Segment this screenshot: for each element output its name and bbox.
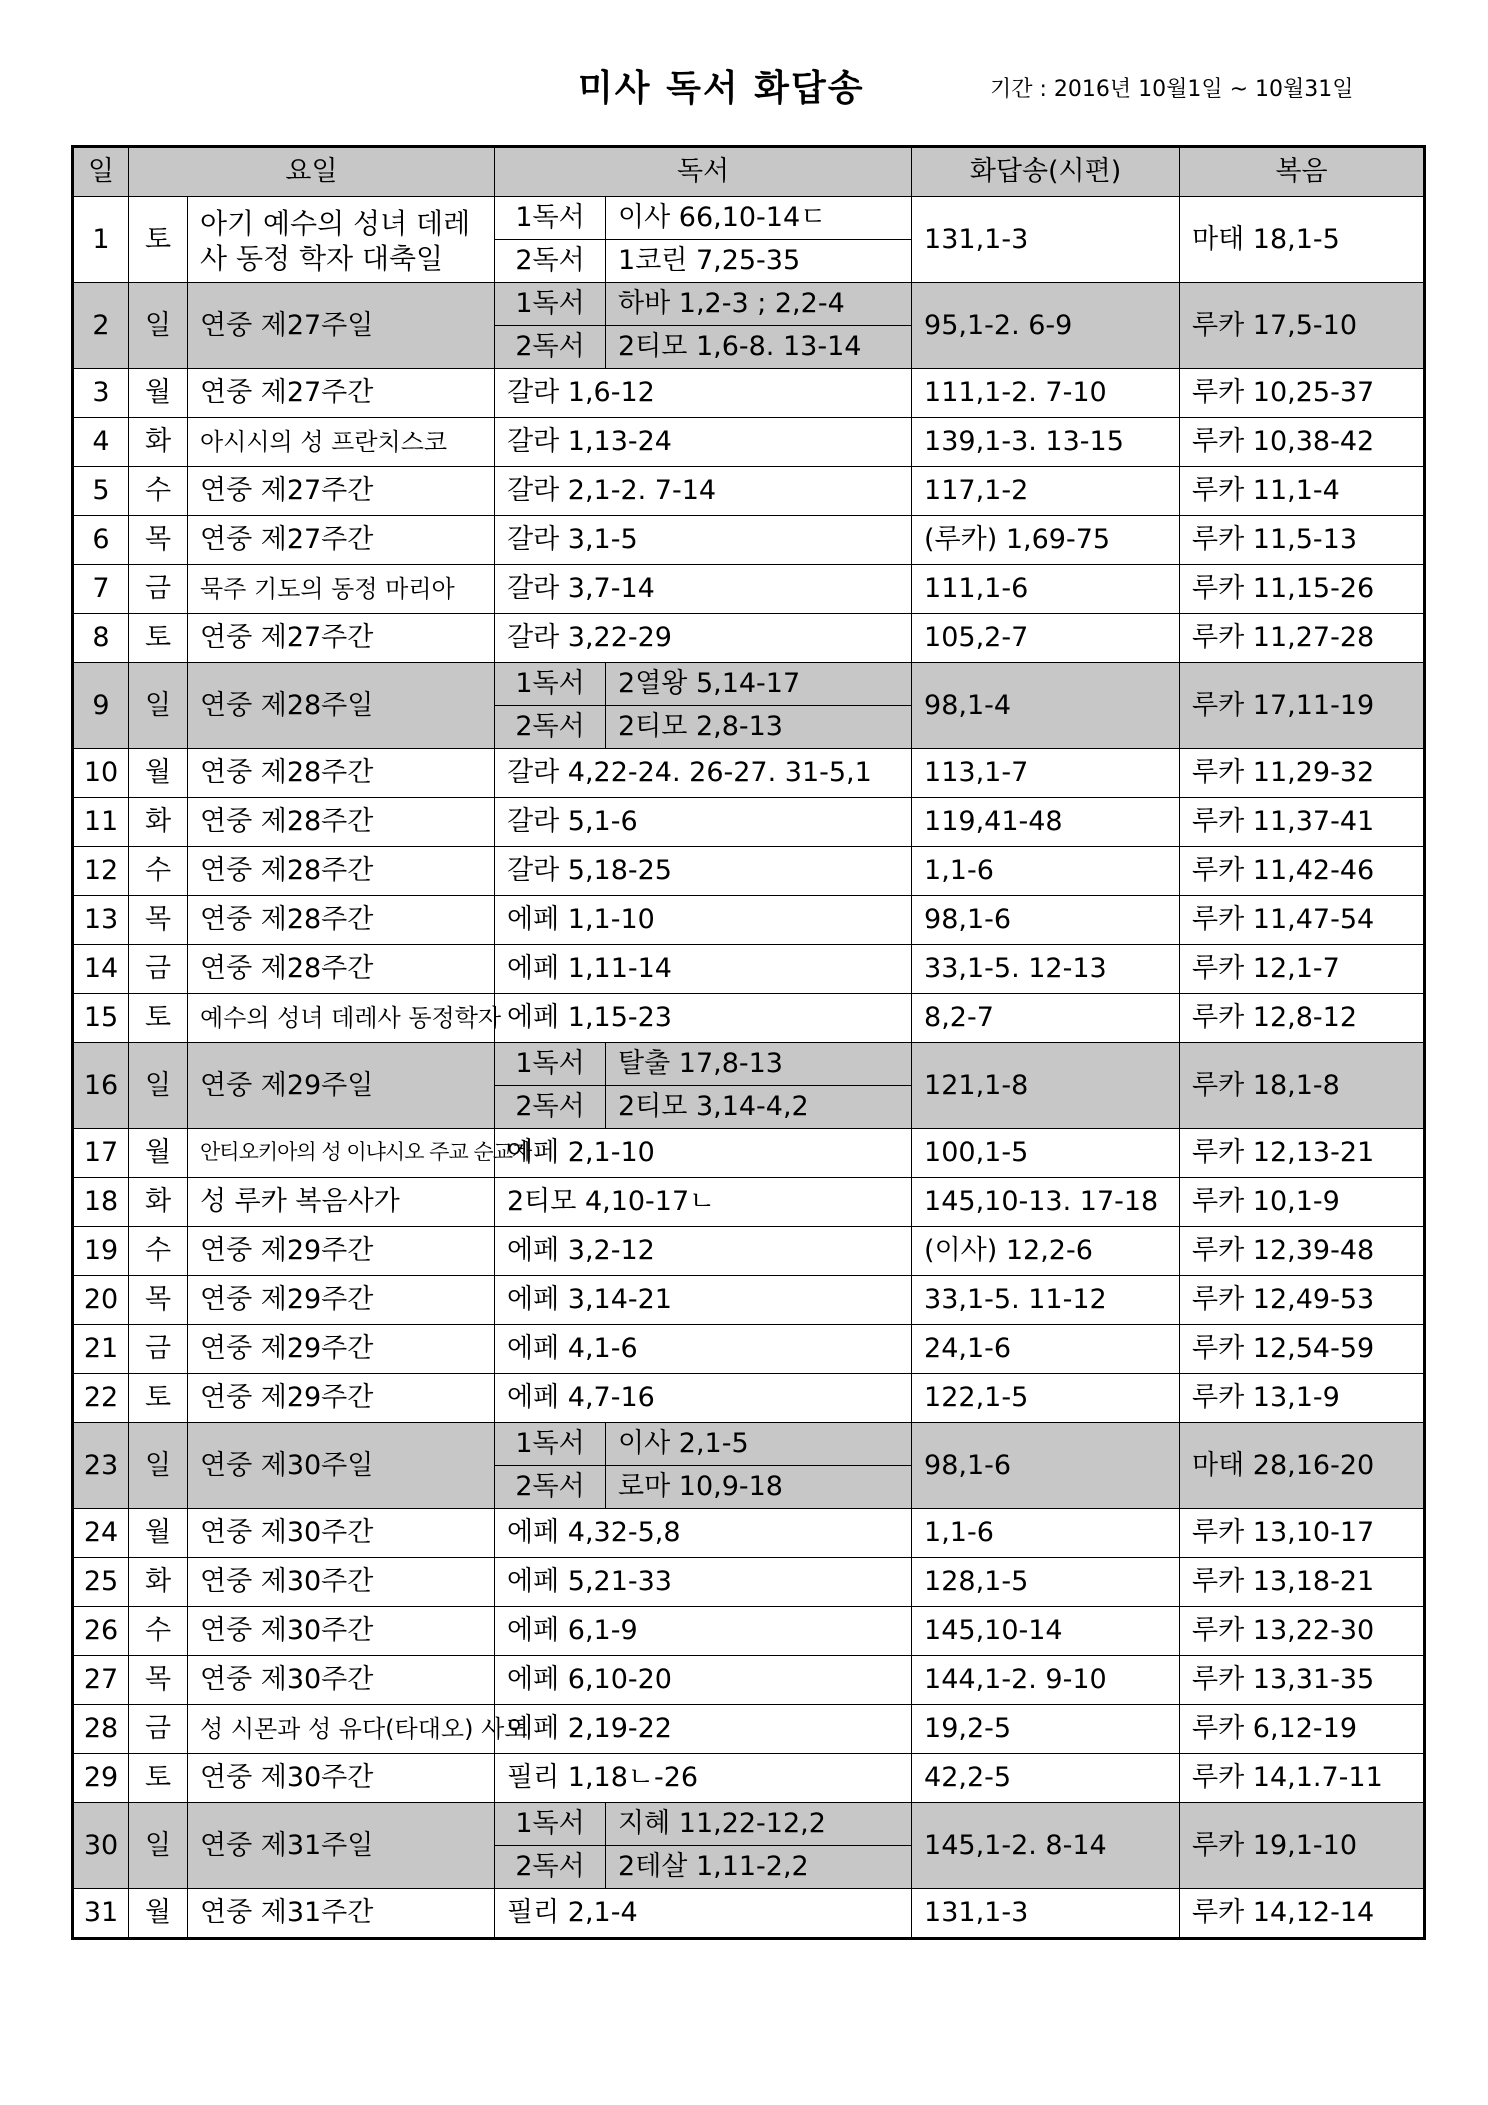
table-row [73,896,1425,945]
weekday-cell: 금 [129,1705,188,1754]
title-cell: 연중 제29주간 [188,1276,495,1325]
table-row [73,1043,1425,1086]
reading-cell: 갈라 1,6-12 [495,369,912,418]
day-cell: 31 [73,1889,129,1939]
reading-cell: 에페 3,2-12 [495,1227,912,1276]
psalm-cell: (루카) 1,69-75 [912,516,1180,565]
weekday-cell: 월 [129,1889,188,1939]
table-row [73,1276,1425,1325]
table-row [73,1227,1425,1276]
table-header-row [73,147,1425,197]
day-cell: 8 [73,614,129,663]
table-row [73,798,1425,847]
gospel-cell: 루카 10,38-42 [1180,418,1425,467]
reading-cell: 갈라 5,1-6 [495,798,912,847]
weekday-cell: 목 [129,516,188,565]
title-cell: 연중 제27주간 [188,369,495,418]
gospel-cell: 루카 11,42-46 [1180,847,1425,896]
day-cell: 14 [73,945,129,994]
day-cell: 26 [73,1607,129,1656]
day-cell: 25 [73,1558,129,1607]
psalm-cell: 145,1-2. 8-14 [912,1803,1180,1889]
title-cell: 연중 제31주일 [188,1803,495,1889]
reading-label-cell: 2독서 [495,326,606,369]
gospel-cell: 마태 28,16-20 [1180,1423,1425,1509]
gospel-cell: 루카 12,49-53 [1180,1276,1425,1325]
weekday-cell: 토 [129,994,188,1043]
table-row [73,749,1425,798]
title-cell: 연중 제28주간 [188,749,495,798]
reading-ref-cell: 이사 2,1-5 [606,1423,912,1466]
psalm-cell: 24,1-6 [912,1325,1180,1374]
title-cell: 연중 제27주간 [188,516,495,565]
period-label: 기간 : 2016년 10월1일 ~ 10월31일 [990,77,1354,102]
day-cell: 21 [73,1325,129,1374]
day-cell: 16 [73,1043,129,1129]
table-row [73,945,1425,994]
table-row [73,467,1425,516]
weekday-cell: 화 [129,1178,188,1227]
gospel-cell: 루카 14,1.7-11 [1180,1754,1425,1803]
gospel-cell: 루카 19,1-10 [1180,1803,1425,1889]
table-body [73,197,1425,1939]
title-cell: 연중 제30주간 [188,1754,495,1803]
table-row [73,1754,1425,1803]
weekday-cell: 월 [129,369,188,418]
title-cell: 연중 제28주간 [188,798,495,847]
col-header-day: 일 [73,147,129,197]
table-row [73,283,1425,326]
psalm-cell: 131,1-3 [912,1889,1180,1939]
reading-cell: 필리 2,1-4 [495,1889,912,1939]
weekday-cell: 토 [129,1374,188,1423]
title-cell: 성 루카 복음사가 [188,1178,495,1227]
reading-cell: 에페 4,7-16 [495,1374,912,1423]
psalm-cell: 145,10-14 [912,1607,1180,1656]
gospel-cell: 루카 13,31-35 [1180,1656,1425,1705]
schedule-table [71,145,1426,1940]
weekday-cell: 화 [129,418,188,467]
reading-ref-cell: 2티모 2,8-13 [606,706,912,749]
gospel-cell: 루카 12,8-12 [1180,994,1425,1043]
reading-cell: 에페 1,1-10 [495,896,912,945]
reading-cell: 에페 6,10-20 [495,1656,912,1705]
day-cell: 6 [73,516,129,565]
title-cell: 성 시몬과 성 유다(타대오) 사도 [188,1705,495,1754]
title-cell: 연중 제29주일 [188,1043,495,1129]
psalm-cell: 98,1-6 [912,1423,1180,1509]
psalm-cell: 117,1-2 [912,467,1180,516]
reading-cell: 에페 6,1-9 [495,1607,912,1656]
gospel-cell: 루카 12,1-7 [1180,945,1425,994]
title-cell: 연중 제30주간 [188,1558,495,1607]
reading-cell: 필리 1,18ㄴ-26 [495,1754,912,1803]
weekday-cell: 화 [129,1558,188,1607]
reading-label-cell: 1독서 [495,283,606,326]
psalm-cell: 111,1-2. 7-10 [912,369,1180,418]
reading-ref-cell: 2티모 3,14-4,2 [606,1086,912,1129]
reading-label-cell: 1독서 [495,1423,606,1466]
psalm-cell: 139,1-3. 13-15 [912,418,1180,467]
table-row [73,1509,1425,1558]
reading-ref-cell: 로마 10,9-18 [606,1466,912,1509]
psalm-cell: 98,1-6 [912,896,1180,945]
table-row [73,663,1425,706]
col-header-reading: 독서 [495,147,912,197]
reading-label-cell: 1독서 [495,1803,606,1846]
psalm-cell: 42,2-5 [912,1754,1180,1803]
table-row [73,197,1425,240]
gospel-cell: 루카 11,15-26 [1180,565,1425,614]
gospel-cell: 루카 13,18-21 [1180,1558,1425,1607]
title-cell: 연중 제29주간 [188,1227,495,1276]
title-cell: 예수의 성녀 데레사 동정학자 [188,994,495,1043]
psalm-cell: 100,1-5 [912,1129,1180,1178]
gospel-cell: 루카 13,10-17 [1180,1509,1425,1558]
reading-label-cell: 2독서 [495,1466,606,1509]
day-cell: 1 [73,197,129,283]
table-row [73,1705,1425,1754]
weekday-cell: 금 [129,945,188,994]
day-cell: 12 [73,847,129,896]
title-cell: 아기 예수의 성녀 데레사 동정 학자 대축일 [188,197,495,283]
page-title: 미사 독서 화답송 [578,68,865,109]
gospel-cell: 루카 10,1-9 [1180,1178,1425,1227]
reading-label-cell: 1독서 [495,197,606,240]
psalm-cell: 95,1-2. 6-9 [912,283,1180,369]
weekday-cell: 수 [129,467,188,516]
reading-label-cell: 2독서 [495,1846,606,1889]
day-cell: 11 [73,798,129,847]
psalm-cell: 113,1-7 [912,749,1180,798]
gospel-cell: 루카 11,29-32 [1180,749,1425,798]
day-cell: 2 [73,283,129,369]
reading-cell: 갈라 4,22-24. 26-27. 31-5,1 [495,749,912,798]
table-row [73,1423,1425,1466]
reading-cell: 갈라 3,22-29 [495,614,912,663]
gospel-cell: 루카 11,37-41 [1180,798,1425,847]
table-row [73,418,1425,467]
title-cell: 연중 제30주간 [188,1607,495,1656]
psalm-cell: 128,1-5 [912,1558,1180,1607]
table-row [73,1803,1425,1846]
title-cell: 연중 제29주간 [188,1325,495,1374]
psalm-cell: 119,41-48 [912,798,1180,847]
weekday-cell: 목 [129,1656,188,1705]
psalm-cell: 144,1-2. 9-10 [912,1656,1180,1705]
weekday-cell: 일 [129,1043,188,1129]
psalm-cell: 1,1-6 [912,847,1180,896]
gospel-cell: 루카 18,1-8 [1180,1043,1425,1129]
reading-cell: 갈라 3,7-14 [495,565,912,614]
table-row [73,1325,1425,1374]
gospel-cell: 루카 12,39-48 [1180,1227,1425,1276]
gospel-cell: 루카 14,12-14 [1180,1889,1425,1939]
reading-cell: 에페 1,11-14 [495,945,912,994]
title-cell: 연중 제31주간 [188,1889,495,1939]
table-row [73,994,1425,1043]
table-row [73,614,1425,663]
reading-label-cell: 1독서 [495,1043,606,1086]
day-cell: 4 [73,418,129,467]
reading-ref-cell: 지혜 11,22-12,2 [606,1803,912,1846]
psalm-cell: 8,2-7 [912,994,1180,1043]
psalm-cell: 33,1-5. 11-12 [912,1276,1180,1325]
day-cell: 30 [73,1803,129,1889]
psalm-cell: 19,2-5 [912,1705,1180,1754]
day-cell: 28 [73,1705,129,1754]
gospel-cell: 루카 10,25-37 [1180,369,1425,418]
reading-cell: 에페 3,14-21 [495,1276,912,1325]
psalm-cell: 33,1-5. 12-13 [912,945,1180,994]
gospel-cell: 루카 17,11-19 [1180,663,1425,749]
reading-label-cell: 1독서 [495,663,606,706]
day-cell: 15 [73,994,129,1043]
weekday-cell: 월 [129,1509,188,1558]
reading-label-cell: 2독서 [495,1086,606,1129]
table-row [73,1374,1425,1423]
reading-ref-cell: 1코린 7,25-35 [606,240,912,283]
title-cell: 연중 제28주간 [188,847,495,896]
reading-label-cell: 2독서 [495,706,606,749]
weekday-cell: 일 [129,283,188,369]
reading-ref-cell: 하바 1,2-3 ; 2,2-4 [606,283,912,326]
weekday-cell: 월 [129,749,188,798]
psalm-cell: 1,1-6 [912,1509,1180,1558]
psalm-cell: 98,1-4 [912,663,1180,749]
day-cell: 27 [73,1656,129,1705]
title-cell: 연중 제28주간 [188,945,495,994]
day-cell: 24 [73,1509,129,1558]
gospel-cell: 루카 12,54-59 [1180,1325,1425,1374]
table-row [73,1889,1425,1939]
reading-cell: 갈라 2,1-2. 7-14 [495,467,912,516]
col-header-psalm: 화답송(시편) [912,147,1180,197]
gospel-cell: 루카 11,27-28 [1180,614,1425,663]
title-cell: 연중 제28주간 [188,896,495,945]
title-cell: 묵주 기도의 동정 마리아 [188,565,495,614]
table-row [73,1178,1425,1227]
gospel-cell: 루카 12,13-21 [1180,1129,1425,1178]
day-cell: 17 [73,1129,129,1178]
reading-cell: 에페 4,1-6 [495,1325,912,1374]
reading-cell: 갈라 3,1-5 [495,516,912,565]
gospel-cell: 루카 13,22-30 [1180,1607,1425,1656]
day-cell: 13 [73,896,129,945]
title-cell: 연중 제27주간 [188,614,495,663]
day-cell: 10 [73,749,129,798]
gospel-cell: 루카 6,12-19 [1180,1705,1425,1754]
col-header-weekday: 요일 [129,147,495,197]
reading-ref-cell: 2티모 1,6-8. 13-14 [606,326,912,369]
weekday-cell: 목 [129,896,188,945]
weekday-cell: 토 [129,197,188,283]
day-cell: 22 [73,1374,129,1423]
psalm-cell: 121,1-8 [912,1043,1180,1129]
table-row [73,516,1425,565]
day-cell: 7 [73,565,129,614]
table-row [73,1656,1425,1705]
title-cell: 연중 제30주간 [188,1509,495,1558]
title-cell: 연중 제27주일 [188,283,495,369]
reading-label-cell: 2독서 [495,240,606,283]
weekday-cell: 수 [129,847,188,896]
weekday-cell: 금 [129,565,188,614]
day-cell: 18 [73,1178,129,1227]
table-row [73,565,1425,614]
reading-cell: 2티모 4,10-17ㄴ [495,1178,912,1227]
title-row [0,58,1488,118]
weekday-cell: 일 [129,1803,188,1889]
weekday-cell: 일 [129,1423,188,1509]
weekday-cell: 일 [129,663,188,749]
psalm-cell: 105,2-7 [912,614,1180,663]
title-cell: 연중 제30주간 [188,1656,495,1705]
gospel-cell: 루카 11,47-54 [1180,896,1425,945]
reading-cell: 에페 4,32-5,8 [495,1509,912,1558]
psalm-cell: 111,1-6 [912,565,1180,614]
reading-ref-cell: 탈출 17,8-13 [606,1043,912,1086]
title-cell: 연중 제29주간 [188,1374,495,1423]
gospel-cell: 마태 18,1-5 [1180,197,1425,283]
day-cell: 20 [73,1276,129,1325]
title-cell: 아시시의 성 프란치스코 [188,418,495,467]
gospel-cell: 루카 13,1-9 [1180,1374,1425,1423]
weekday-cell: 목 [129,1276,188,1325]
gospel-cell: 루카 11,1-4 [1180,467,1425,516]
table-row [73,847,1425,896]
psalm-cell: 145,10-13. 17-18 [912,1178,1180,1227]
weekday-cell: 화 [129,798,188,847]
gospel-cell: 루카 17,5-10 [1180,283,1425,369]
day-cell: 3 [73,369,129,418]
psalm-cell: (이사) 12,2-6 [912,1227,1180,1276]
day-cell: 23 [73,1423,129,1509]
psalm-cell: 131,1-3 [912,197,1180,283]
day-cell: 5 [73,467,129,516]
weekday-cell: 토 [129,1754,188,1803]
reading-cell: 갈라 1,13-24 [495,418,912,467]
reading-cell: 에페 1,15-23 [495,994,912,1043]
table-row [73,369,1425,418]
reading-cell: 갈라 5,18-25 [495,847,912,896]
title-cell: 연중 제28주일 [188,663,495,749]
weekday-cell: 수 [129,1227,188,1276]
reading-cell: 에페 2,19-22 [495,1705,912,1754]
col-header-gospel: 복음 [1180,147,1425,197]
weekday-cell: 월 [129,1129,188,1178]
weekday-cell: 금 [129,1325,188,1374]
table-row [73,1607,1425,1656]
day-cell: 19 [73,1227,129,1276]
table-row [73,1558,1425,1607]
reading-ref-cell: 이사 66,10-14ㄷ [606,197,912,240]
day-cell: 9 [73,663,129,749]
day-cell: 29 [73,1754,129,1803]
weekday-cell: 수 [129,1607,188,1656]
title-cell: 안티오키아의 성 이냐시오 주교 순교자 [188,1129,495,1178]
reading-cell: 에페 2,1-10 [495,1129,912,1178]
reading-ref-cell: 2열왕 5,14-17 [606,663,912,706]
title-cell: 연중 제30주일 [188,1423,495,1509]
title-cell: 연중 제27주간 [188,467,495,516]
psalm-cell: 122,1-5 [912,1374,1180,1423]
weekday-cell: 토 [129,614,188,663]
reading-cell: 에페 5,21-33 [495,1558,912,1607]
gospel-cell: 루카 11,5-13 [1180,516,1425,565]
table-row [73,1129,1425,1178]
reading-ref-cell: 2테살 1,11-2,2 [606,1846,912,1889]
